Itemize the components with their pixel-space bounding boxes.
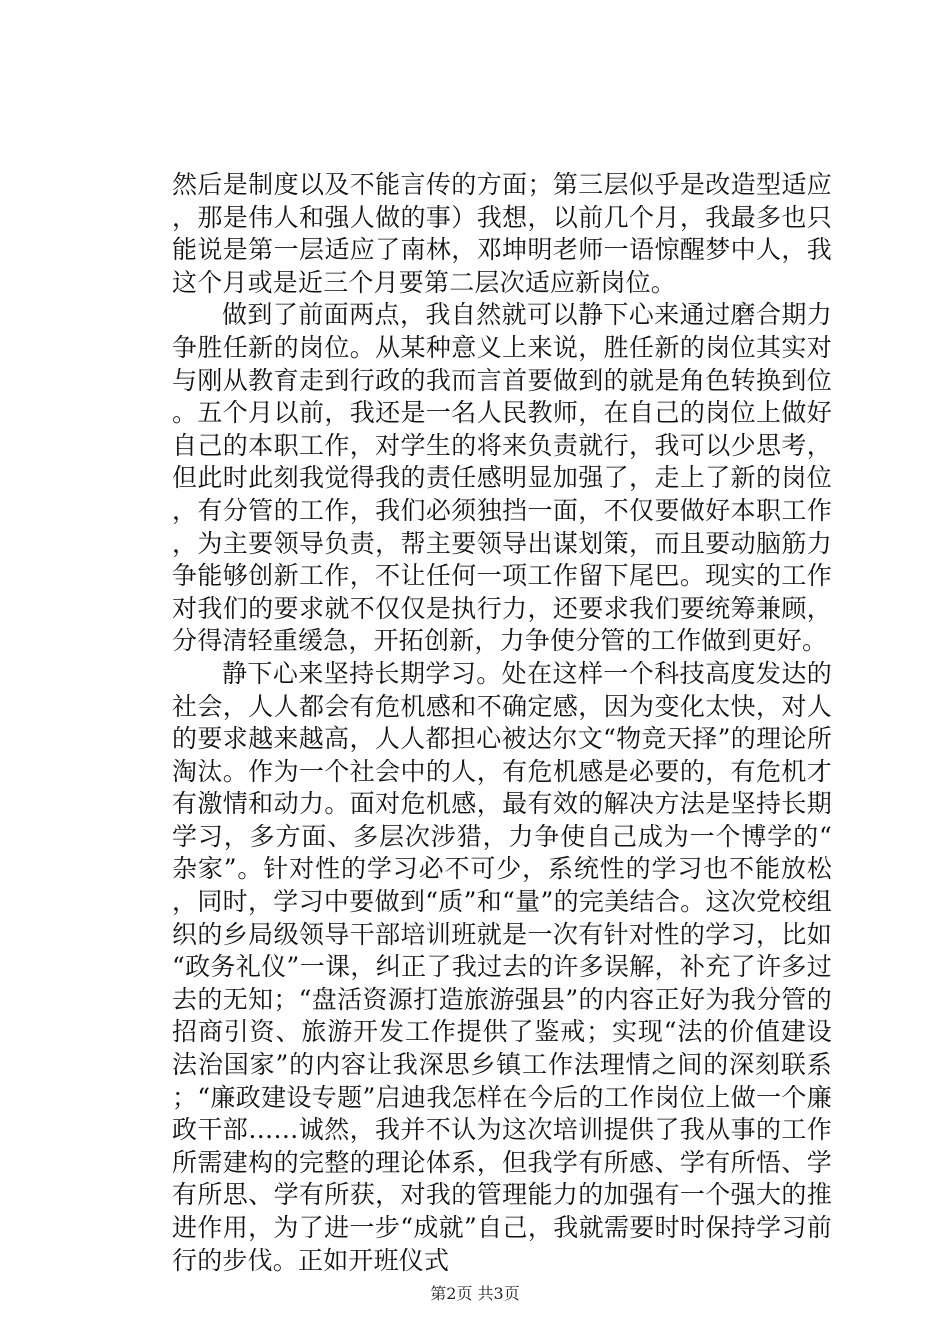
page-number-footer: 第2页 共3页	[430, 1284, 520, 1303]
document-body	[172, 169, 832, 1277]
paragraph-3: 静下心来坚持长期学习。处在这样一个科技高度发达的社会，人人都会有危机感和不确定感，因为变化太快，对人的要求越来越高，人人都担心被达尔文“物竞天择”的理论所淘汰。作为一个社会中的人，有危机感是必要的，有危机才有激情和动力。面对危机感，最有效的解决方法是坚持长期学习，多方面、多层次涉猎，力争使自己成为一个博学的“杂家”。针对性的学习必不可少，系统性的学习也不能放松，同时，学习中要做到“质”和“量”的完美结合。这次党校组织的乡局级领导干部培训班就是一次有针对性的学习，比如“政务礼仪”一课，纠正了我过去的许多误解，补充了许多过去的无知；“盘活资源打造旅游强县”的内容正好为我分管的招商引资、旅游开发工作提供了鉴戒；实现“法的价值建设法治国家”的内容让我深思乡镇工作法理情之间的深刻联系；“廉政建设专题”启迪我怎样在今后的工作岗位上做一个廉政干部……诚然，我并不认为这次培训提供了我从事的工作所需建构的完整的理论体系，但我学有所感、学有所悟、学有所思、学有所获，对我的管理能力的加强有一个强大的推进作用，为了进一步“成就”自己，我就需要时时保持学习前行的步伐。正如开班仪式	[172, 658, 832, 1275]
paragraph-1: 然后是制度以及不能言传的方面；第三层似乎是改造型适应，那是伟人和强人做的事）我想，以前几个月，我最多也只能说是第一层适应了南林，邓坤明老师一语惊醒梦中人，我这个月或是近三个月要第二层次适应新岗位。	[172, 170, 832, 297]
paragraph-2: 做到了前面两点，我自然就可以静下心来通过磨合期力争胜任新的岗位。从某种意义上来说，胜任新的岗位其实对与刚从教育走到行政的我而言首要做到的就是角色转换到位。五个月以前，我还是一名人民教师，在自己的岗位上做好自己的本职工作，对学生的将来负责就行，我可以少思考，但此时此刻我觉得我的责任感明显加强了，走上了新的岗位，有分管的工作，我们必须独挡一面，不仅要做好本职工作，为主要领导负责，帮主要领导出谋划策，而且要动脑筋力争能够创新工作，不让任何一项工作留下尾巴。现实的工作对我们的要求就不仅仅是执行力，还要求我们要统筹兼顾，分得清轻重缓急，开拓创新，力争使分管的工作做到更好。	[172, 300, 832, 656]
